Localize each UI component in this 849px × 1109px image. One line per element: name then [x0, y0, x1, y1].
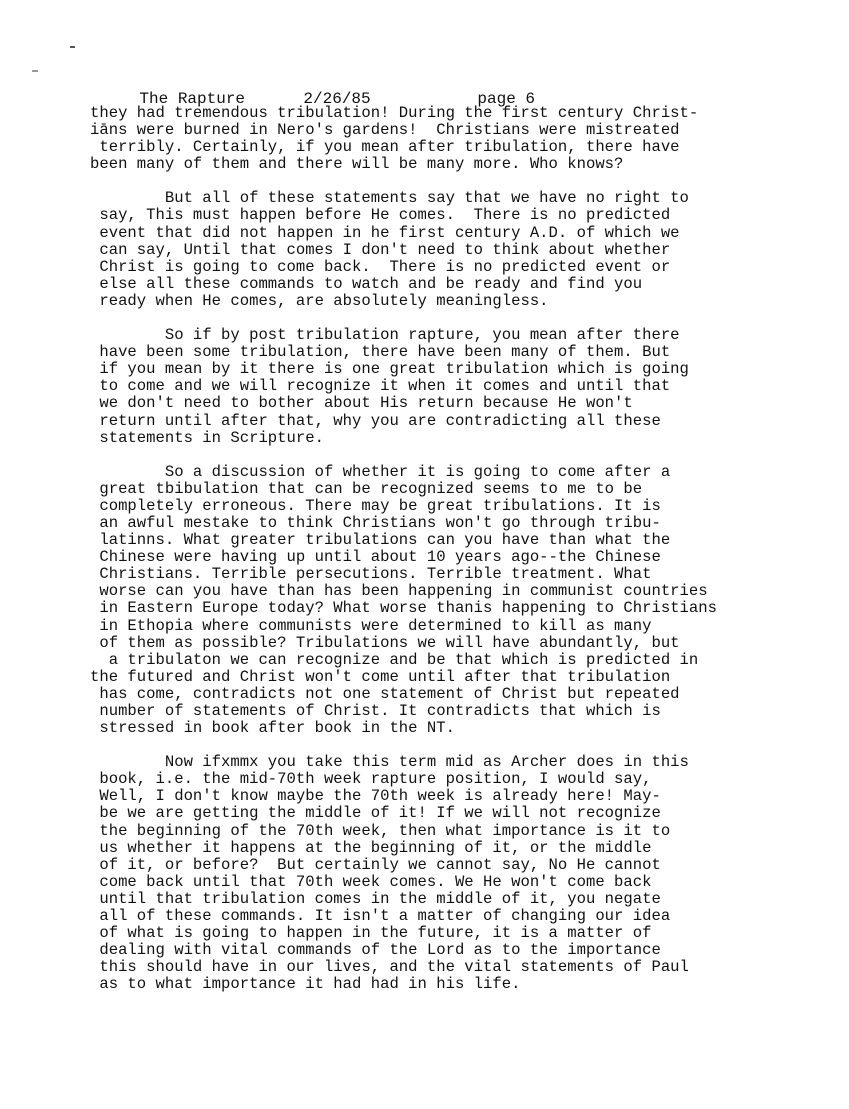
paragraph: [90, 190, 795, 310]
text-line: Now ifxmmx you take this term mid as Archer does in this: [90, 753, 689, 772]
text-line: of what is going to happen in the future, it is a matter of: [90, 924, 652, 943]
text-line: come back until that 70th week comes. We He won't come back: [90, 872, 652, 891]
text-line: in Eastern Europe today? What worse thanis happening to Christians: [90, 599, 717, 618]
text-line: iāns were burned in Nero's gardens! Christians were mistreated: [90, 121, 680, 140]
paragraph: [90, 327, 795, 447]
text-line: great tbibulation that can be recognized seems to me to be: [90, 479, 643, 498]
text-line: event that did not happen in he first century A.D. of which we: [90, 223, 680, 242]
text-line: dealing with vital commands of the Lord as to the importance: [90, 941, 661, 960]
text-line: been many of them and there will be many more. Who knows?: [90, 155, 624, 174]
text-line: Chinese were having up until about 10 years ago--the Chinese: [90, 548, 661, 567]
text-line: be we are getting the middle of it! If we will not recognize: [90, 804, 661, 823]
text-line: this should have in our lives, and the vital statements of Paul: [90, 958, 689, 977]
text-line: the beginning of the 70th week, then what importance is it to: [90, 821, 671, 840]
text-line: if you mean by it there is one great tribulation which is going: [90, 360, 689, 379]
text-line: Christ is going to come back. There is no predicted event or: [90, 257, 671, 276]
text-line: Christians. Terrible persecutions. Terrible treatment. What: [90, 565, 652, 584]
page-number: page 6: [477, 90, 536, 108]
text-line: terribly. Certainly, if you mean after tribulation, there have: [90, 138, 680, 157]
text-line: the futured and Christ won't come until after that tribulation: [90, 667, 671, 686]
text-line: But all of these statements say that we have no right to: [90, 189, 689, 208]
text-line: have been some tribulation, there have been many of them. But: [90, 343, 671, 362]
text-line: in Ethopia where communists were determined to kill as many: [90, 616, 652, 635]
body-text: [90, 105, 795, 1011]
text-line: So a discussion of whether it is going to come after a: [90, 462, 671, 481]
text-line: completely erroneous. There may be great tribulations. It is: [90, 496, 661, 515]
text-line: of it, or before? But certainly we cannot say, No He cannot: [90, 855, 661, 874]
scan-speck: [32, 70, 38, 72]
text-line: So if by post tribulation rapture, you mean after there: [90, 326, 680, 345]
text-line: to come and we will recognize it when it comes and until that: [90, 377, 671, 396]
paragraph: [90, 754, 795, 993]
paragraph: [90, 464, 795, 738]
text-line: ready when He comes, are absolutely meaningless.: [90, 291, 549, 310]
text-line: a tribulaton we can recognize and be that which is predicted in: [90, 650, 699, 669]
text-line: us whether it happens at the beginning of it, or the middle: [90, 838, 652, 857]
text-line: they had tremendous tribulation! During the first century Christ-: [90, 104, 699, 122]
text-line: statements in Scripture.: [90, 428, 324, 447]
text-line: an awful mestake to think Christians won't go through tribu-: [90, 513, 661, 532]
text-line: worse can you have than has been happening in communist countries: [90, 582, 708, 601]
paragraph: [90, 105, 795, 173]
document-title: The Rapture: [139, 90, 246, 108]
text-line: all of these commands. It isn't a matter of changing our idea: [90, 907, 671, 926]
text-line: return until after that, why you are contradicting all these: [90, 411, 661, 430]
text-line: as to what importance it had had in his life.: [90, 975, 521, 994]
text-line: latinns. What greater tribulations can you have than what the: [90, 531, 671, 550]
text-line: else all these commands to watch and be ready and find you: [90, 274, 643, 293]
text-line: until that tribulation comes in the middle of it, you negate: [90, 889, 661, 908]
scan-speck: [70, 46, 75, 48]
text-line: Well, I don't know maybe the 70th week is already here! May-: [90, 787, 661, 806]
text-line: can say, Until that comes I don't need to think about whether: [90, 240, 671, 259]
text-line: book, i.e. the mid-70th week rapture position, I would say,: [90, 770, 652, 789]
document-date: 2/26/85: [303, 90, 371, 108]
text-line: stressed in book after book in the NT.: [90, 719, 455, 738]
text-line: of them as possible? Tribulations we will have abundantly, but: [90, 633, 680, 652]
text-line: we don't need to bother about His return because He won't: [90, 394, 633, 413]
text-line: say, This must happen before He comes. There is no predicted: [90, 206, 671, 225]
text-line: has come, contradicts not one statement of Christ but repeated: [90, 684, 680, 703]
text-line: number of statements of Christ. It contradicts that which is: [90, 702, 661, 720]
